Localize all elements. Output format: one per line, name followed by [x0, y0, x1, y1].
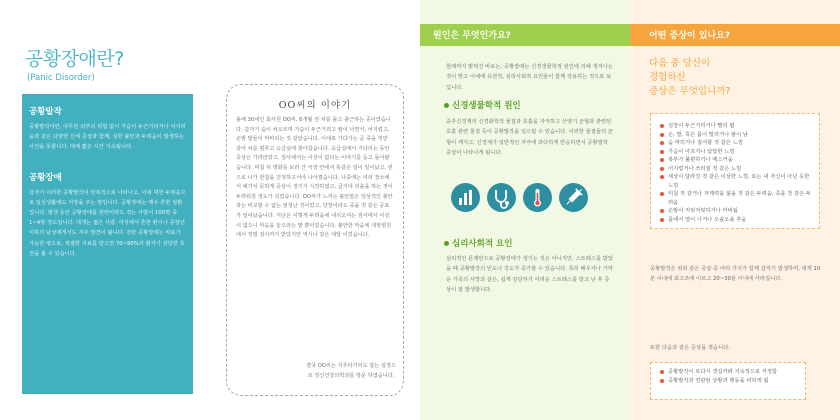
thermometer-icon — [523, 183, 552, 212]
symptom-item: 손, 발, 혹은 몸이 떨리거나 땀이 남 — [660, 131, 813, 140]
symptom-item: 어지럽거나 쓰러질 것 같은 느낌 — [660, 165, 813, 174]
disorder-heading: 공황장애 — [29, 172, 62, 183]
panel-story — [210, 0, 420, 420]
bullet-dot-icon — [444, 241, 449, 246]
symptom-item: 세상이 달라진 것 같은 이상한 느낌, 또는 내 자신이 아닌 듯한 느낌 — [660, 173, 813, 190]
symptoms-header-bar — [630, 24, 840, 46]
symptom-list-box — [650, 113, 820, 229]
extra-symptom-item: 공황발작과 연관된 상황과 행동을 피하게 됨 — [660, 377, 799, 386]
symptom-item: 가슴이 아프거나 답답한 느낌 — [660, 148, 813, 157]
symptom-item: 심장이 두근거리거나 빨리 뜀 — [660, 122, 813, 131]
psy-heading — [444, 237, 512, 249]
syringe-icon — [559, 183, 588, 212]
panel-what-is-panic — [0, 0, 210, 420]
question-line: 증상은 무엇입니까? — [649, 86, 731, 97]
symptoms-header: 어떤 증상이 있나요? — [649, 31, 731, 41]
panel-symptoms — [630, 0, 840, 420]
extra-symptom-item: 공황발작이 또다시 생길까봐 지속적으로 걱정함 — [660, 368, 799, 377]
panel-causes — [420, 0, 630, 420]
symptom-item: 손발이 저릿저릿하거나 마비됨 — [660, 207, 813, 216]
bio-heading-label: 신경생물학적 원인 — [452, 101, 521, 111]
symptom-item: 복부가 불편하거나 메스꺼움 — [660, 156, 813, 165]
story-ending: 결국 OO씨는 지푸라기라도 잡는 심정으로 정신건강의학과를 방문 하였습니다. — [306, 363, 396, 379]
psy-text: 심리적인 문제만으로 공황장애가 생기는 것은 아니지만, 스트레스를 받았을 때 공황발작의 빈도나 강도가 증가할 수 있습니다. 특히 배우자나 가까운 가족의 사망과 같은, 쉽게 감당하기 어려운 스트레스를 받고 난 후 증상이 잘 발생합니다. — [446, 256, 613, 294]
story-text: 올해 30세인 회사원 OO씨, 6개월 전 차를 몰고 출근하는 중이었습니다. 갑자기 숨이 차오르며 가슴이 두근거리고 땀이 나면서, 어지럽고, 손발 말들이 마비되는 것 같았습니다. 이대로 가다가는 곧 죽을 것만 같아 차를 멈추고 응급실에 찾아갔습니다. 응급실에서 기다리는 동안 증상은 가라앉았고, 검사에서는 이상이 없다는 이야기를 듣고 돌아왔습니다. 며칠 뒤 영화를 보러 간 극장 안에서 똑같은 일이 일어났고, 빈으로 나가 한참을 진정하고서야 나아졌습니다. 나중에는 여러 장소에서 예기치 못하게 증상이 생기기 시작하였고, 급기야 외출을 하는 것이 두려워질 정도가 되었습니다. OO씨가 느끼는 불안함은 일상적인 불안과는 비교할 수 없는 엄청난 것이었고, 당장이라도 죽을 것 같은 공포가 일어났습니다. 지난은 이렇게 두려움에 내리오셔는 검사에서 이상이 없으니 마음을 놓으라는 말 뿐이었습니다. 불안한 마음에 대학병원에서 정밀 검사까지 받았지만 역시나 같은 대답 이었습니다. — [236, 117, 393, 239]
causes-intro: 현재까지 밝혀진 바로는, 공황장애는 신경생물학적 원인에 의해 생겨나는 것이 맞고 이에에 유전적, 심리사회적 요인들이 함께 작용하는 것으로 보입니다. — [446, 64, 613, 91]
causes-header-bar — [420, 24, 630, 46]
causes-header: 원인은 무엇인가요? — [433, 31, 511, 41]
story-title: OO씨의 이야기 — [278, 100, 352, 111]
chart-icon — [451, 183, 480, 212]
symptom-explanation: 공황발작은 위와 같은 증상 중 여러 가지가 함께 갑자기 발생하며, 대개 10분 이내에 최고조에 이르고 20~30분 이내에 사라집니다. — [650, 266, 821, 282]
attack-text: 공황발작이란, 아무런 외부의 위험 없이 가슴이 두근거리거나 어지러움과 같은 다양한 신체 증상과 함께, 심한 불안과 두려움이 발생하는 사건을 뜻합니다. 대체 짧은 시간 지속됩니다. — [29, 124, 186, 151]
bio-heading — [444, 99, 521, 111]
symptom-item: 숨 막히거나 질식할 것 같은 느낌 — [660, 139, 813, 148]
extra-symptom-box — [650, 362, 806, 400]
disorder-text: 갑자기 이러한 공황발작이 반복적으로 나타나고, 이에 대한 두려움으로 일상생활에도 지장을 주는 병입니다. 공황장애는 매우 흔한 질환입니다. 평생 동안 공황장애를 한번이라도 겪는 사람이 100명 중 1~4명 정도입니다. 대개는 젊은 사람, 여성에서 흔한 편이나 중장년 이후의 남성에게서도 자주 발견이 됩니다. 전반 공황장애는 치료가 가능한 병으로, 적절한 치료를 받으면 70~90%의 환자가 상당한 호전을 볼 수 있습니다. — [29, 189, 186, 257]
attack-heading: 공황발작 — [29, 107, 62, 117]
page-title: 공황장애란? — [25, 48, 124, 70]
question-line: 경험하신 — [649, 72, 686, 83]
question-line: 다음 중 당신이 — [649, 58, 711, 69]
page-subtitle: (Panic Disorder) — [27, 73, 95, 83]
bullet-dot-icon — [444, 103, 449, 108]
bio-text: 중추신경계의 신경화학적 물질과 호흡을 자극하고 산염기 균형과 관련된 호흡 관련 물질 등이 공황발작을 일으킬 수 있습니다. 이러한 물질들의 균형이 깨지고, 신경계가 일반적인 자극에 과다하게 반응하면서 공황발작 증상이 나타나게 됩니다. — [446, 119, 613, 157]
symptom-item: 몸에서 열이 나거나 오솔오솔 추움 — [660, 216, 813, 225]
stethoscope-icon — [487, 183, 516, 212]
also-text: 또한 다음과 같은 증상을 겪습니다. — [650, 345, 731, 351]
symptom-item: 미칠 것 같거나 자제력을 잃을 것 같은 두려움, 죽을 것 같은 두려움 — [660, 190, 813, 207]
psy-heading-label: 심리사회적 요인 — [452, 239, 513, 249]
definition-box — [22, 94, 193, 394]
symptom-question — [649, 57, 730, 99]
